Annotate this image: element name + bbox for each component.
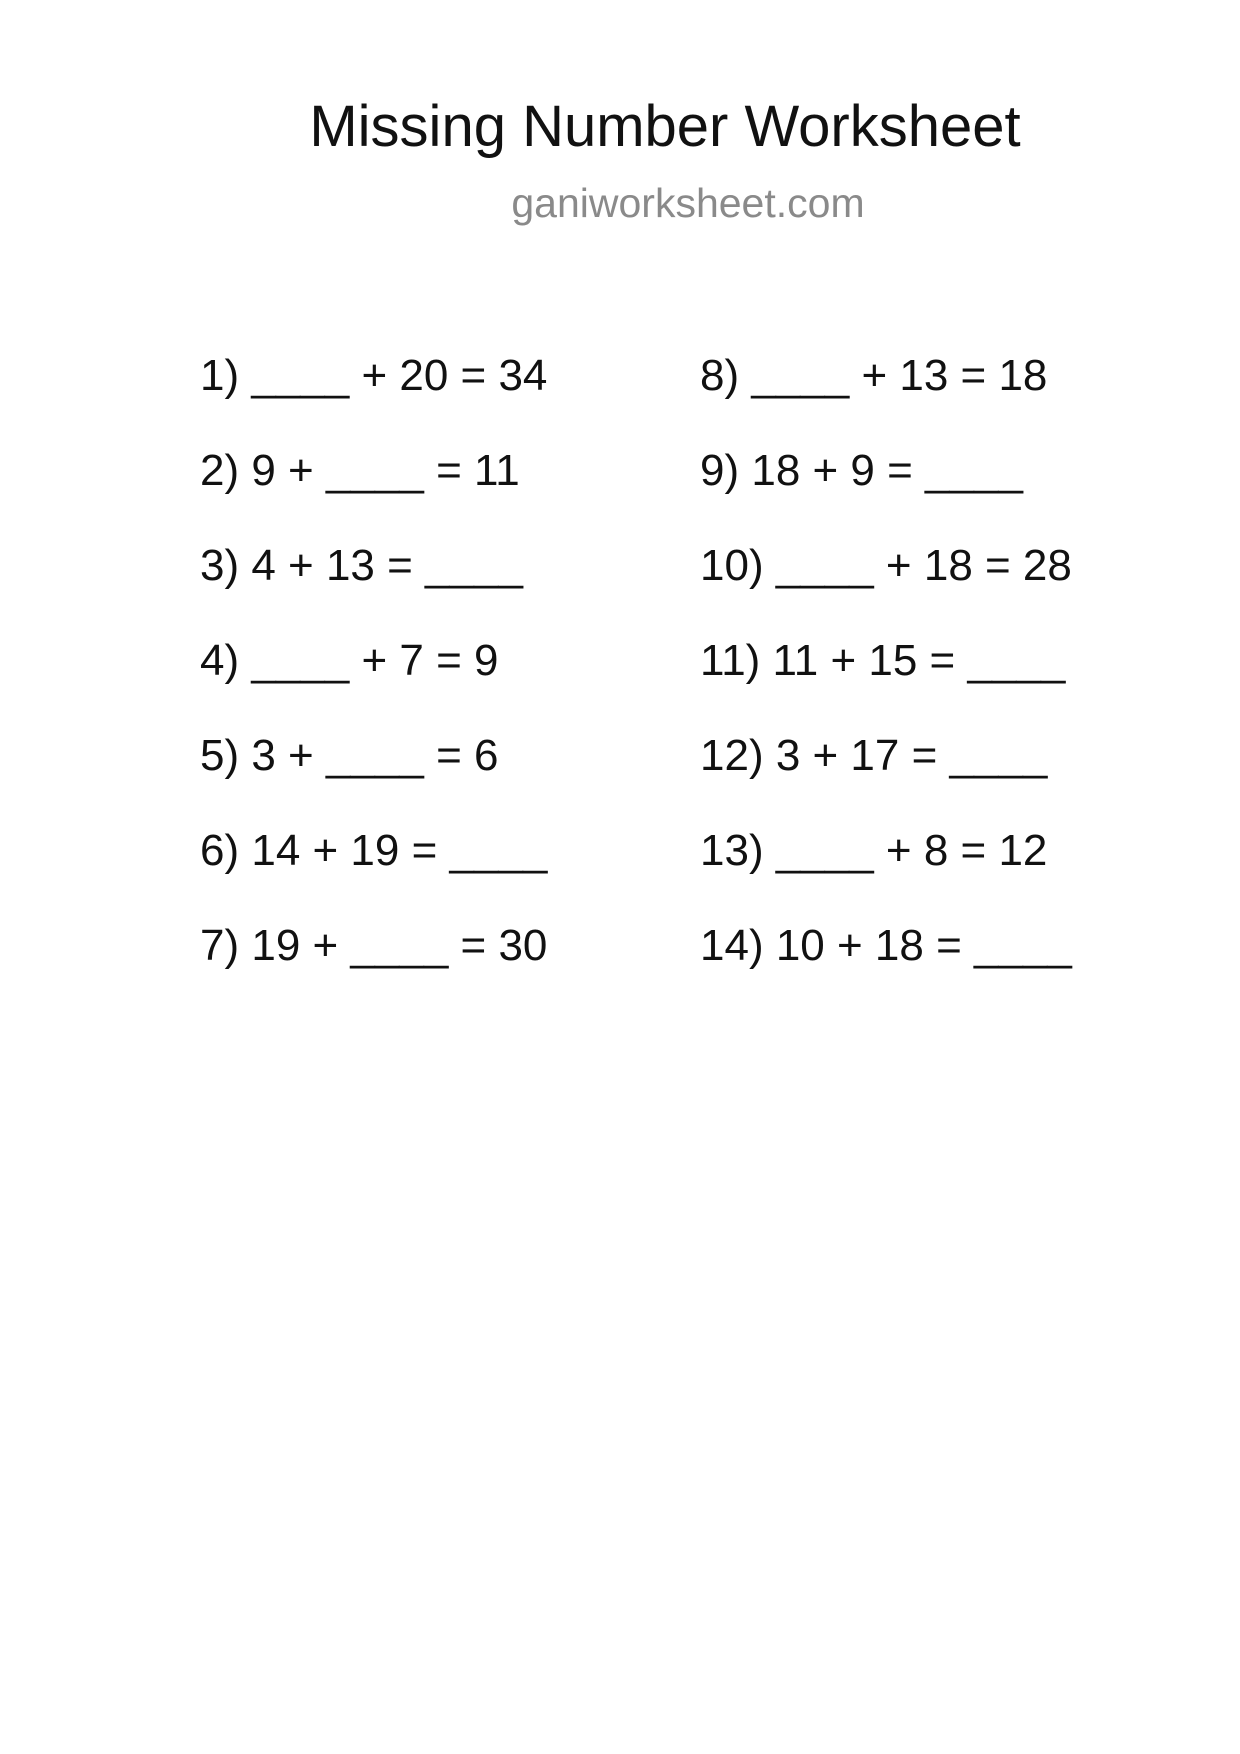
problem-item: 10) ____ + 18 = 28 xyxy=(700,541,1072,590)
problem-item: 5) 3 + ____ = 6 xyxy=(200,731,499,780)
problem-item: 9) 18 + 9 = ____ xyxy=(700,446,1023,495)
problem-item: 14) 10 + 18 = ____ xyxy=(700,921,1072,970)
problem-column-right xyxy=(700,350,1072,1015)
problem-column-left xyxy=(200,350,547,1015)
problem-item: 6) 14 + 19 = ____ xyxy=(200,826,548,875)
problem-item: 1) ____ + 20 = 34 xyxy=(200,351,548,400)
problem-item: 7) 19 + ____ = 30 xyxy=(200,921,548,970)
problem-item: 8) ____ + 13 = 18 xyxy=(700,351,1048,400)
problem-item: 11) 11 + 15 = ____ xyxy=(700,636,1066,685)
worksheet-source: ganiworksheet.com xyxy=(511,180,865,226)
problem-item: 2) 9 + ____ = 11 xyxy=(200,446,520,495)
problem-item: 12) 3 + 17 = ____ xyxy=(700,731,1048,780)
problem-item: 13) ____ + 8 = 12 xyxy=(700,826,1048,875)
problem-item: 4) ____ + 7 = 9 xyxy=(200,636,499,685)
problem-item: 3) 4 + 13 = ____ xyxy=(200,541,523,590)
worksheet-title: Missing Number Worksheet xyxy=(309,94,1021,159)
